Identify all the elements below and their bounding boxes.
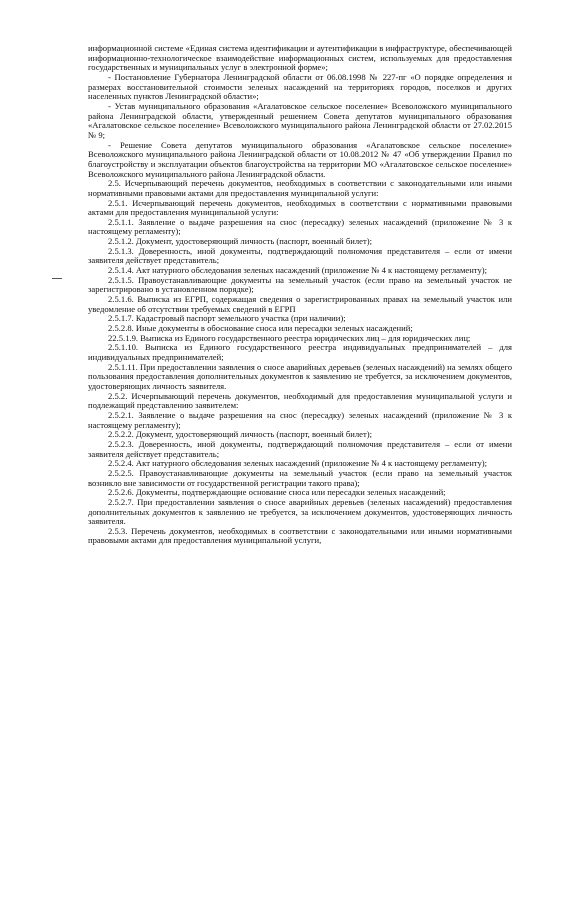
paragraph: 2.5.1.2. Документ, удостоверяющий личность (паспорт, военный билет); [108,236,372,247]
paragraph: 2.5.2. Исчерпывающий перечень документов, необходимый для предоставления муниципальной услуги и подлежащий представлению заявителем: [88,390,512,411]
paragraph: 2.5.2.8. Иные документы в обоснование сноса или пересадки зеленых насаждений; [108,323,413,334]
paragraph: 2.5.2.6. Документы, подтверждающие основание сноса или пересадки зеленых насаждений; [108,487,446,498]
paragraph: 2.5.1.7. Кадастровый паспорт земельного участка (при наличии); [108,313,346,324]
paragraph: 2.5. Исчерпывающий перечень документов, необходимых в соответствии с законодательными или иными нормативными правовыми актами для предоставления муниципальной услуги: [88,178,512,198]
margin-mark [52,278,62,279]
paragraph: - Решение Совета депутатов муниципального образования «Агалатовское сельское поселение» Всеволожского муниципального района Ленинградской области от 10.08.2012 № 47 «Об утверждении Правил по благоустройству и эксплуатации объектов благоустройства на территории МО «Агалатовское сельское поселение» Всеволожского муниципального района Ленинградской области. [88,139,512,179]
paragraph: 2.5.2.4. Акт натурного обследования зеленых насаждений (приложение № 4 к настоящему регламенту); [108,458,487,469]
paragraph: 2.5.2.5. Правоустанавливающие документы на земельный участок (если право на земельный участок возникло вне зависимости от государственной регистрации такого права); [88,467,512,488]
paragraph: 2.5.1.1. Заявление о выдаче разрешения на снос (пересадку) зеленых насаждений (приложение № 3 к настоящему регламенту); [88,216,512,237]
document-body [88,44,512,546]
paragraph: 2.5.1.4. Акт натурного обследования зеленых насаждений (приложение № 4 к настоящему регламенту); [108,265,487,276]
paragraph: информационной системе «Единая система идентификации и аутентификации в инфраструктуре, обеспечивающей информационно-технологическое взаимодействие информационных систем, используемых для предоставления государственных и муниципальных услуг в электронной форме»; [88,43,512,73]
paragraph: - Устав муниципального образования «Агалатовское сельское поселение» Всеволожского муниципального района Ленинградской области, утвержденный решением Совета депутатов муниципального образования «Агалатовское сельское поселение» Всеволожского муниципального района Ленинградской области от 27.02.2015 № 9; [88,100,512,140]
paragraph: - Постановление Губернатора Ленинградской области от 06.08.1998 № 227-пг «О порядке определения и размерах восстановительной стоимости зеленых насаждений на территориях городов, поселков и других населенных пунктов Ленинградской области»; [88,71,512,102]
paragraph: 2.5.1.10. Выписка из Единого государственного реестра индивидуальных предпринимателей – для индивидуальных предпринимателей; [88,342,512,362]
paragraph: 2.5.2.1. Заявление о выдаче разрешения на снос (пересадку) зеленых насаждений (приложение № 3 к настоящему регламенту); [88,409,512,430]
paragraph: 2.5.2.7. При предоставлении заявления о сносе аварийных деревьев (зеленых насаждений) предоставления дополнительных документов к заявлению не требуется, за исключением документов, удостоверяющих личность заявителя. [88,496,512,527]
paragraph: 2.5.3. Перечень документов, необходимых в соответствии с законодательными или иными нормативными правовыми актами для предоставления муниципальной услуги, [88,525,512,546]
paragraph: 2.5.1.6. Выписка из ЕГРП, содержащая сведения о зарегистрированных правах на земельный участок или уведомление об отсутствии требуемых сведений в ЕГРП [88,294,512,314]
paragraph: 2.5.1.11. При предоставлении заявления о сносе аварийных деревьев (зеленых насаждений) на землях общего пользования предоставления дополнительных документов к заявлению не требуется, за исключением документов, удостоверяющих личность заявителя. [88,361,512,391]
paragraph: 22.5.1.9. Выписка из Единого государственного реестра юридических лиц – для юридических лиц; [108,332,471,343]
paragraph: 2.5.2.3. Доверенность, иной документы, подтверждающий полномочия представителя – если от имени заявителя действует представитель; [88,438,512,459]
paragraph: 2.5.1.5. Правоустанавливающие документы на земельный участок (если право на земельный участок не зарегистрировано в установленном порядке); [88,274,512,295]
paragraph: 2.5.2.2. Документ, удостоверяющий личность (паспорт, военный билет); [108,429,372,440]
paragraph: 2.5.1. Исчерпывающий перечень документов, необходимых в соответствии с нормативными правовыми актами для предоставления муниципальной услуги: [88,197,512,218]
paragraph: 2.5.1.3. Доверенность, иной документы, подтверждающий полномочия представителя – если от имени заявителя действует представитель; [88,245,512,266]
